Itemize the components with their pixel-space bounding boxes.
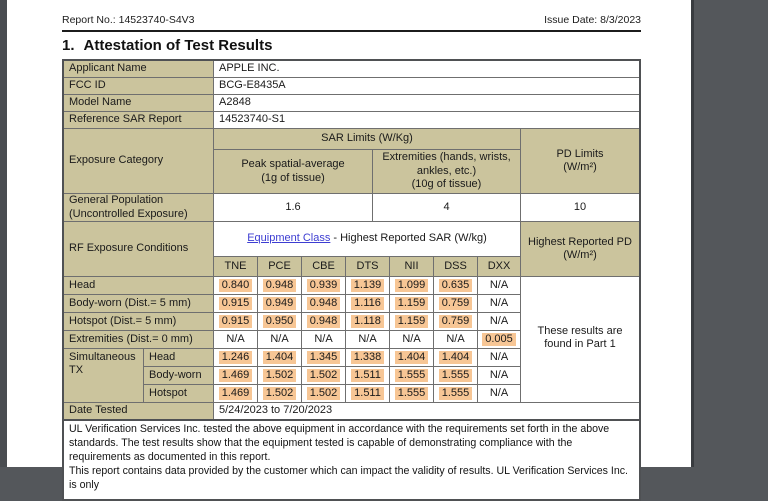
sar-cell <box>346 277 390 295</box>
sar-cell <box>478 367 521 385</box>
statement-paragraph-1: UL Verification Services Inc. tested the above equipment in accordance with the requirements set forth in the above standards. The test results show that the equipment tested is capable of demonstrating compliance with the requirements as documented in this report. <box>69 423 610 463</box>
sar-cell <box>346 349 390 367</box>
col-header-nii: NII <box>390 257 434 277</box>
sar-value: N/A <box>270 332 289 345</box>
sar-cell <box>434 277 478 295</box>
pd-limits-line2: (W/m²) <box>563 161 597 173</box>
simultaneous-tx-rows <box>144 349 521 403</box>
sar-value: 1.555 <box>395 369 429 382</box>
table-row <box>64 112 639 129</box>
sar-value: N/A <box>489 278 509 291</box>
equipment-class-header <box>214 222 521 257</box>
viewer-left-edge <box>0 0 7 467</box>
sar-cell <box>390 349 434 367</box>
sar-value: 0.948 <box>307 315 341 328</box>
highest-reported-pd-header <box>521 222 639 277</box>
date-tested-label: Date Tested <box>64 403 214 419</box>
pd-limits-header <box>521 129 639 194</box>
sar-value: N/A <box>358 332 377 345</box>
sar-value: 1.469 <box>219 369 253 382</box>
document-header <box>62 14 641 32</box>
sar-cell <box>302 313 346 331</box>
sar-value: 1.345 <box>307 351 341 364</box>
sar-value: N/A <box>489 368 509 381</box>
sar-cell <box>302 331 346 349</box>
sar-value: N/A <box>489 296 509 309</box>
sar-cell <box>478 331 521 349</box>
sar-cell <box>346 385 390 403</box>
sar-cell <box>390 367 434 385</box>
sar-value: 0.005 <box>482 333 516 346</box>
ext-header-line1: Extremities (hands, wrists, <box>382 151 511 164</box>
col-header-cbe: CBE <box>302 257 346 277</box>
sar-cell <box>302 277 346 295</box>
table-row <box>64 78 639 95</box>
sar-value: 1.099 <box>395 279 429 292</box>
sar-cell <box>214 313 258 331</box>
sar-cell <box>346 331 390 349</box>
sar-value: 1.555 <box>395 387 429 400</box>
attestation-statement <box>64 419 639 499</box>
sar-cell <box>214 295 258 313</box>
section-title <box>62 37 641 54</box>
viewer-background <box>691 0 768 467</box>
sar-value: 1.116 <box>351 297 384 310</box>
tech-column-header-row <box>214 257 521 277</box>
table-row <box>64 61 639 78</box>
sar-value: 1.502 <box>263 387 297 400</box>
sar-cell <box>214 349 258 367</box>
sar-value: 0.948 <box>307 297 341 310</box>
sar-cell <box>346 313 390 331</box>
model-name-value: A2848 <box>214 95 639 112</box>
sar-cell <box>214 385 258 403</box>
peak-header-line2: (1g of tissue) <box>261 171 325 184</box>
sar-value: 1.502 <box>307 369 341 382</box>
sar-limit-peak-value: 1.6 <box>214 194 373 222</box>
sar-cell <box>214 331 258 349</box>
sar-cell <box>258 331 302 349</box>
sar-cell <box>214 277 258 295</box>
peak-header-line1: Peak spatial-average <box>241 158 345 171</box>
sar-value: 0.840 <box>219 279 253 292</box>
sar-value: N/A <box>446 332 465 345</box>
sar-value: 0.759 <box>439 297 473 310</box>
sim-head-label: Head <box>144 349 214 367</box>
col-header-dss: DSS <box>434 257 478 277</box>
sar-cell <box>390 295 434 313</box>
peak-spatial-average-header <box>214 150 373 194</box>
sar-value: 0.759 <box>439 315 473 328</box>
sar-value: 1.404 <box>439 351 473 364</box>
issue-date: Issue Date: 8/3/2023 <box>544 14 641 26</box>
sar-cell <box>258 349 302 367</box>
rf-header-band <box>64 222 639 277</box>
hotspot-row-label: Hotspot (Dist.= 5 mm) <box>64 313 214 331</box>
sar-cell <box>390 277 434 295</box>
date-tested-value: 5/24/2023 to 7/20/2023 <box>219 404 333 417</box>
statement-paragraph-2: This report contains data provided by the customer which can impact the validity of results. UL Verification Services Inc. is only <box>69 464 628 491</box>
col-header-pce: PCE <box>258 257 302 277</box>
sar-cell <box>302 385 346 403</box>
sar-value: 0.950 <box>263 315 297 328</box>
sar-value: 1.404 <box>395 351 429 364</box>
sar-cell <box>434 313 478 331</box>
general-population-label <box>64 194 214 222</box>
sar-cell <box>478 313 521 331</box>
col-header-tne: TNE <box>214 257 258 277</box>
applicant-name-value: APPLE INC. <box>214 61 639 78</box>
hotspot-row <box>64 313 521 331</box>
reference-sar-report-label: Reference SAR Report <box>64 112 214 129</box>
sar-cell <box>258 295 302 313</box>
sar-cell <box>478 349 521 367</box>
body-worn-row <box>64 295 521 313</box>
sar-limits-group <box>214 129 521 194</box>
sar-value: 1.139 <box>351 279 385 292</box>
sar-value: 1.511 <box>351 369 384 382</box>
sar-cell <box>434 331 478 349</box>
sar-value: 1.159 <box>395 315 429 328</box>
sar-cell <box>258 367 302 385</box>
applicant-name-label: Applicant Name <box>64 61 214 78</box>
sim-head-row <box>144 349 521 367</box>
equipment-class-link[interactable]: Equipment Class <box>247 232 331 245</box>
sar-value: 1.555 <box>439 369 473 382</box>
sim-body-worn-row <box>144 367 521 385</box>
sar-value: 1.246 <box>219 351 253 364</box>
pdf-page <box>7 0 691 491</box>
col-header-dts: DTS <box>346 257 390 277</box>
sar-cell <box>302 367 346 385</box>
sar-value: 0.915 <box>219 297 253 310</box>
sar-limit-extremities-value: 4 <box>373 194 521 222</box>
head-row <box>64 277 521 295</box>
sar-cell <box>346 295 390 313</box>
sar-cell <box>258 313 302 331</box>
limits-header-band <box>64 129 639 194</box>
model-name-label: Model Name <box>64 95 214 112</box>
sar-limits-header: SAR Limits (W/Kg) <box>214 129 521 150</box>
report-number: Report No.: 14523740-S4V3 <box>62 14 195 26</box>
simultaneous-tx-block <box>64 349 521 403</box>
highest-pd-line2: (W/m²) <box>563 249 597 261</box>
sar-value: 0.949 <box>263 297 297 310</box>
sar-cell <box>478 385 521 403</box>
sar-cell <box>478 295 521 313</box>
sar-value: N/A <box>402 332 421 345</box>
ext-header-line3: (10g of tissue) <box>411 178 482 191</box>
section-number: 1. <box>62 37 75 54</box>
sar-value: 1.502 <box>307 387 341 400</box>
sar-value: N/A <box>314 332 333 345</box>
extremities-row <box>64 331 521 349</box>
pd-limits-line1: PD Limits <box>556 147 604 160</box>
sar-cell <box>390 331 434 349</box>
fcc-id-label: FCC ID <box>64 78 214 95</box>
sar-data-left <box>64 277 521 403</box>
sar-value: N/A <box>489 314 509 327</box>
rf-exposure-conditions-label: RF Exposure Conditions <box>64 222 214 277</box>
extremities-row-label: Extremities (Dist.= 0 mm) <box>64 331 214 349</box>
sar-value: 0.635 <box>439 279 473 292</box>
ext-header-line2: ankles, etc.) <box>416 164 477 177</box>
sar-cell <box>302 349 346 367</box>
attestation-table <box>62 59 641 501</box>
fcc-id-value: BCG-E8435A <box>214 78 639 95</box>
sar-cell <box>258 277 302 295</box>
sar-value: 0.948 <box>263 279 297 292</box>
pd-limit-value: 10 <box>521 194 639 222</box>
sar-cell <box>258 385 302 403</box>
sar-cell <box>390 313 434 331</box>
body-worn-row-label: Body-worn (Dist.= 5 mm) <box>64 295 214 313</box>
sar-value: N/A <box>489 386 509 399</box>
results-note-cell <box>521 277 639 403</box>
simultaneous-tx-label: Simultaneous TX <box>64 349 144 403</box>
sim-hotspot-label: Hotspot <box>144 385 214 403</box>
col-header-dxx: DXX <box>478 257 521 277</box>
sar-cell <box>478 277 521 295</box>
sar-data-band <box>64 277 639 403</box>
sar-value: 1.118 <box>351 315 384 328</box>
highest-pd-line1: Highest Reported PD <box>528 235 632 248</box>
equipment-class-rest: - Highest Reported SAR (W/kg) <box>333 232 487 245</box>
sar-value: 1.338 <box>351 351 385 364</box>
sim-hotspot-row <box>144 385 521 403</box>
sar-value: 1.502 <box>263 369 297 382</box>
date-tested-row <box>64 403 639 419</box>
section-title-text: Attestation of Test Results <box>83 37 273 54</box>
sar-value: N/A <box>489 350 509 363</box>
sar-cell <box>390 385 434 403</box>
head-row-label: Head <box>64 277 214 295</box>
sar-value: 1.159 <box>395 297 429 310</box>
equipment-class-group <box>214 222 521 277</box>
reference-sar-report-value: 14523740-S1 <box>214 112 639 129</box>
general-population-row <box>64 194 639 222</box>
results-note-text: These results are found in Part 1 <box>537 325 623 351</box>
sar-cell <box>434 295 478 313</box>
population-line2: (Uncontrolled Exposure) <box>69 207 188 220</box>
sar-cell <box>214 367 258 385</box>
exposure-category-label: Exposure Category <box>64 129 214 194</box>
sar-value: N/A <box>226 332 245 345</box>
sar-cell <box>434 349 478 367</box>
table-row <box>64 95 639 112</box>
population-line1: General Population <box>69 194 164 207</box>
sar-value: 0.939 <box>307 279 341 292</box>
sar-cell <box>302 295 346 313</box>
sar-cell <box>434 385 478 403</box>
page-content <box>62 0 641 501</box>
sar-cell <box>434 367 478 385</box>
sar-value: 0.915 <box>219 315 253 328</box>
sar-value: 1.404 <box>263 351 297 364</box>
extremities-limit-header <box>373 150 521 194</box>
sar-value: 1.511 <box>351 387 384 400</box>
sar-value: 1.469 <box>219 387 253 400</box>
sar-cell <box>346 367 390 385</box>
sim-body-worn-label: Body-worn <box>144 367 214 385</box>
sar-value: 1.555 <box>439 387 473 400</box>
